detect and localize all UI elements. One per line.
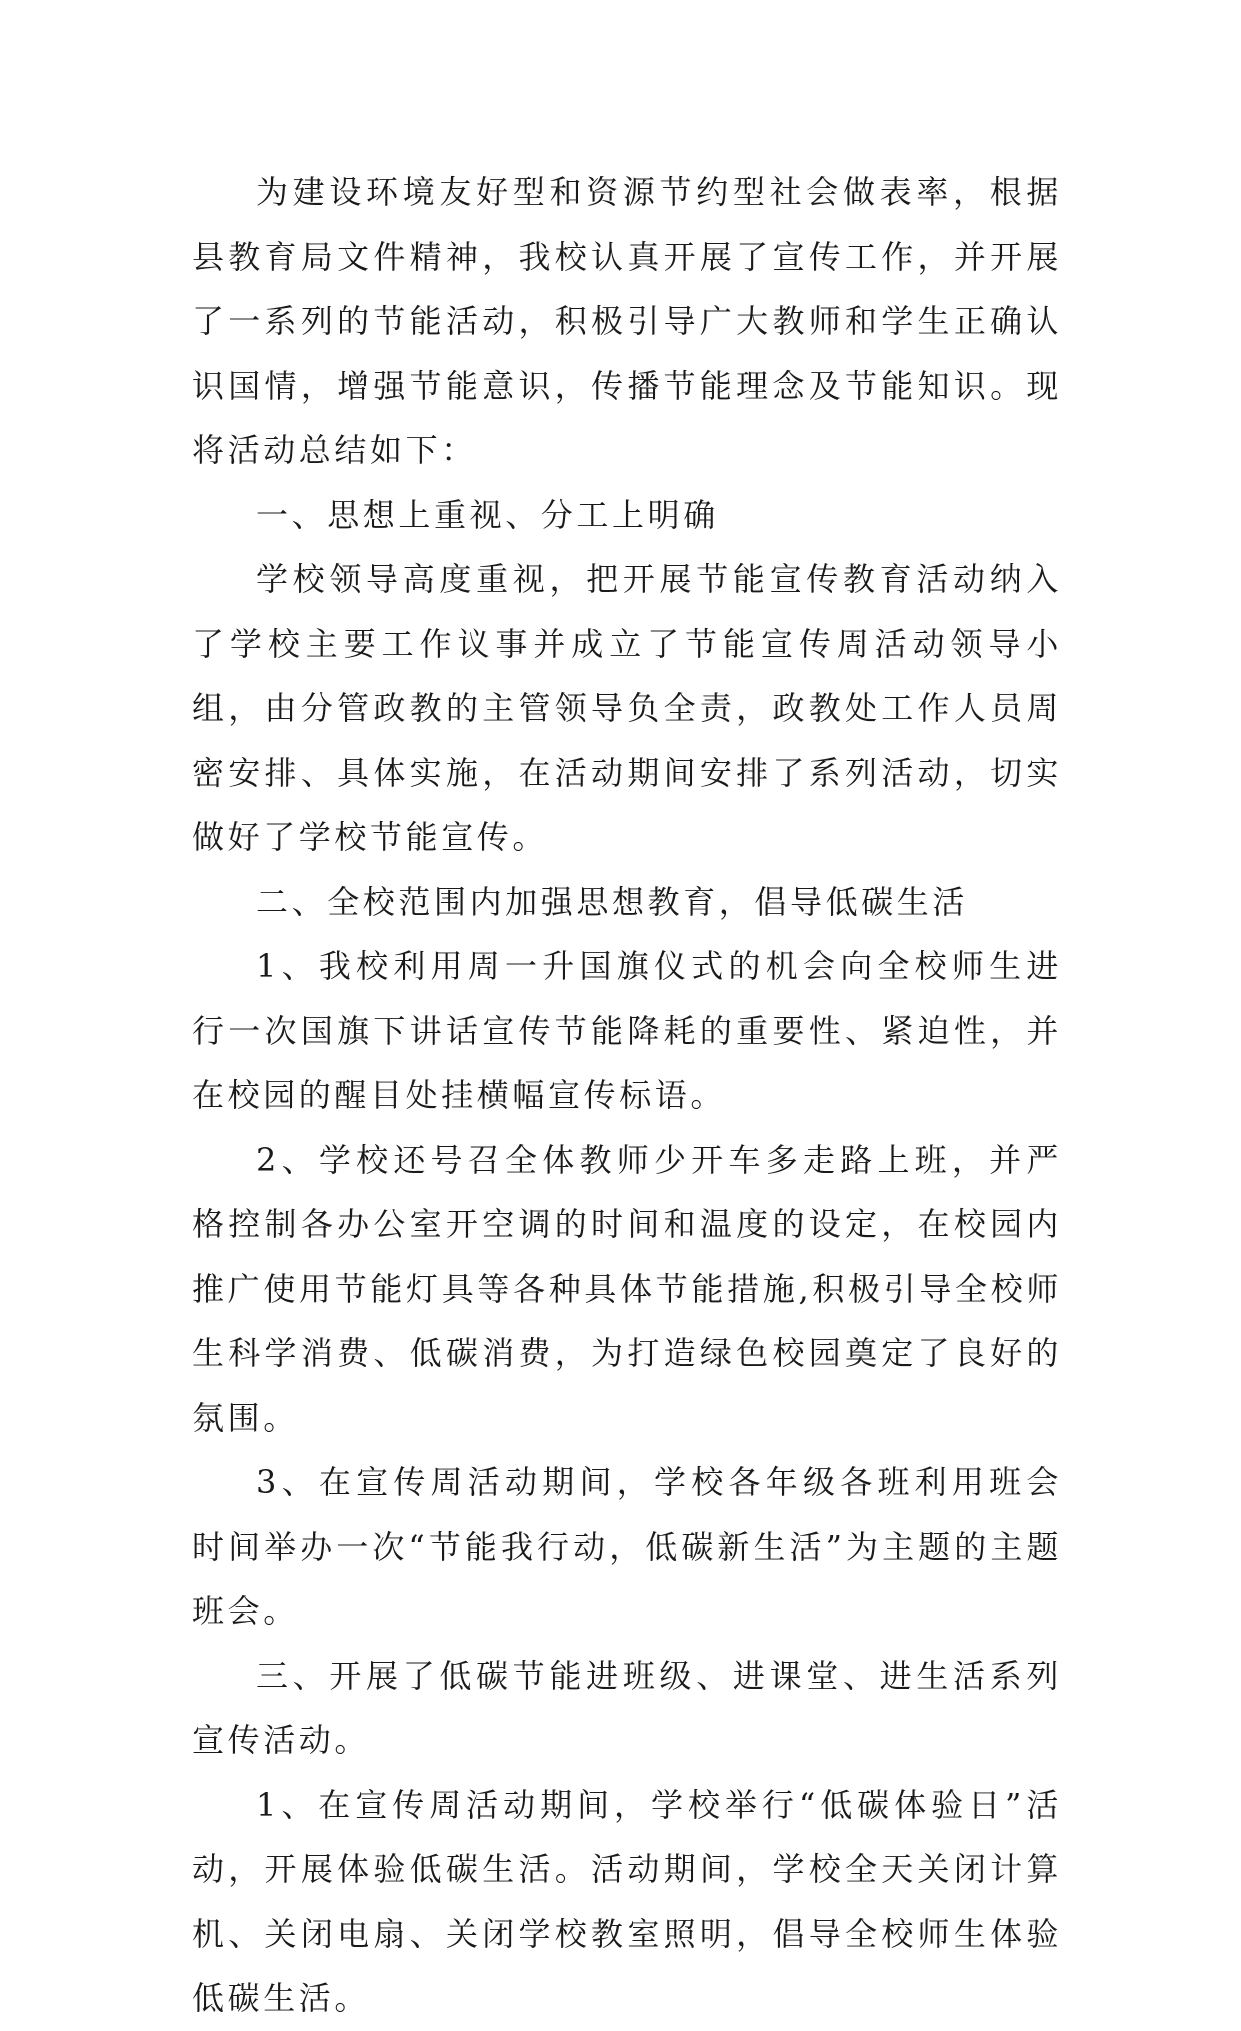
paragraph: 学校领导高度重视，把开展节能宣传教育活动纳入了学校主要工作议事并成立了节能宣传周活动领导小组，由分管政教的主管领导负全责，政教处工作人员周密安排、具体实施，在活动期间安排了系列活动，切实做好了学校节能宣传。 xyxy=(192,560,1062,856)
section-heading-2: 二、全校范围内加强思想教育，倡导低碳生活 xyxy=(256,882,969,921)
list-item: 3、在宣传周活动期间，学校各年级各班利用班会时间举办一次“节能我行动，低碳新生活”为主题的主题班会。 xyxy=(192,1463,1062,1630)
list-item: 2、学校还号召全体教师少开车多走路上班，并严格控制各办公室开空调的时间和温度的设定，在校园内推广使用节能灯具等各种具体节能措施,积极引导全校师生科学消费、低碳消费，为打造绿色校园奠定了良好的氛围。 xyxy=(192,1140,1062,1437)
list-item: 1、我校利用周一升国旗仪式的机会向全校师生进行一次国旗下讲话宣传节能降耗的重要性、紧迫性，并在校园的醒目处挂横幅宣传标语。 xyxy=(192,947,1062,1114)
section-heading-1: 一、思想上重视、分工上明确 xyxy=(256,495,719,534)
list-item: 1、在宣传周活动期间，学校举行“低碳体验日”活动，开展体验低碳生活。活动期间，学校全天关闭计算机、关闭电扇、关闭学校教室照明，倡导全校师生体验低碳生活。 xyxy=(192,1785,1062,2017)
document-body xyxy=(192,160,1062,2031)
section-heading-3: 三、开展了低碳节能进班级、进课堂、进生活系列宣传活动。 xyxy=(192,1656,1062,1759)
paragraph-intro: 为建设环境友好型和资源节约型社会做表率，根据县教育局文件精神，我校认真开展了宣传工作，并开展了一系列的节能活动，积极引导广大教师和学生正确认识国情，增强节能意识，传播节能理念及节能知识。现将活动总结如下： xyxy=(192,173,1062,469)
